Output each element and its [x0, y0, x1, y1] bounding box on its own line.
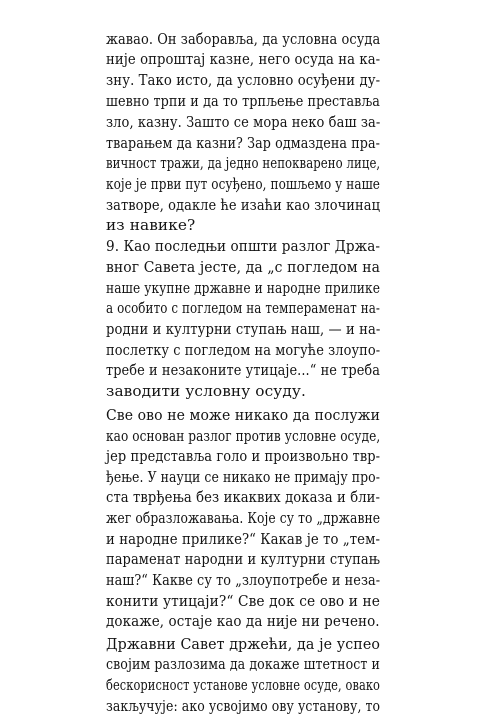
text-line: јер представља голо и произвољно твр-	[106, 447, 381, 465]
text-line: својим разлозима да докаже штетност и	[106, 655, 380, 673]
text-line: наше укупне државне и народне прилике	[106, 279, 380, 297]
text-line: заводити условну осуду.	[106, 382, 306, 400]
text-line: које је први пут осуђено, пошљемо у наше	[106, 175, 380, 193]
text-line: родни и културни ступањ наш, — и на-	[106, 320, 381, 338]
text-line: из навике?	[106, 216, 196, 234]
text-line: као основан разлог против условне осуде,	[106, 427, 381, 445]
text-line: зло, казну. Зашто се мора неко баш за-	[106, 113, 381, 131]
text-line: закључује: ако усвојимо ову установу, то	[106, 697, 381, 715]
text-line: вичност тражи, да једно непокварено лице,	[106, 154, 381, 172]
text-line: жег образложавања. Које су то „државне	[106, 509, 381, 527]
text-line: вног Савета јесте, да „с погледом на	[106, 258, 380, 276]
text-line: параменат народни и културни ступањ	[106, 550, 380, 568]
text-line: ђење. У науци се никако не примају про-	[106, 468, 381, 486]
paragraph-first-line: Државни Савет држећи, да је успео	[106, 635, 380, 653]
text-line: ста тврђења без икаквих доказа и бли-	[106, 488, 380, 506]
text-line: послетку с погледом на могуће злоупо-	[106, 341, 381, 359]
text-line: шевно трпи и да то трпљење преставља	[106, 92, 380, 110]
text-line: конити утицаји?“ Све док се ово и не	[106, 592, 380, 610]
text-line: требе и незаконите утицаје...“ не треба	[106, 361, 381, 379]
paragraph-first-line: Све ово не може никако да послужи	[106, 406, 380, 424]
text-line: није опроштај казне, него осуда на ка-	[106, 50, 381, 68]
text-line: зну. Тако исто, да условно осуђени ду-	[106, 71, 381, 89]
text-line: жавао. Он заборавља, да условна осуда	[106, 30, 381, 48]
text-line: наш?“ Какве су то „злоупотребе и неза-	[106, 571, 381, 589]
text-line: а особито с погледом на темпераменат на-	[106, 299, 380, 317]
text-line: докаже, остаје као да није ни речено.	[106, 612, 380, 630]
text-line: бескорисност установе условне осуде, овако	[106, 676, 380, 694]
paragraph-first-line: 9. Као последњи општи разлог Држа-	[106, 237, 381, 255]
text-line: затворе, одакле ће изаћи као злочинац	[106, 196, 380, 214]
text-line: тварањем да казни? Зар одмаздена пра-	[106, 134, 380, 152]
text-line: и народне прилике?“ Какав је то „тем-	[106, 530, 381, 548]
